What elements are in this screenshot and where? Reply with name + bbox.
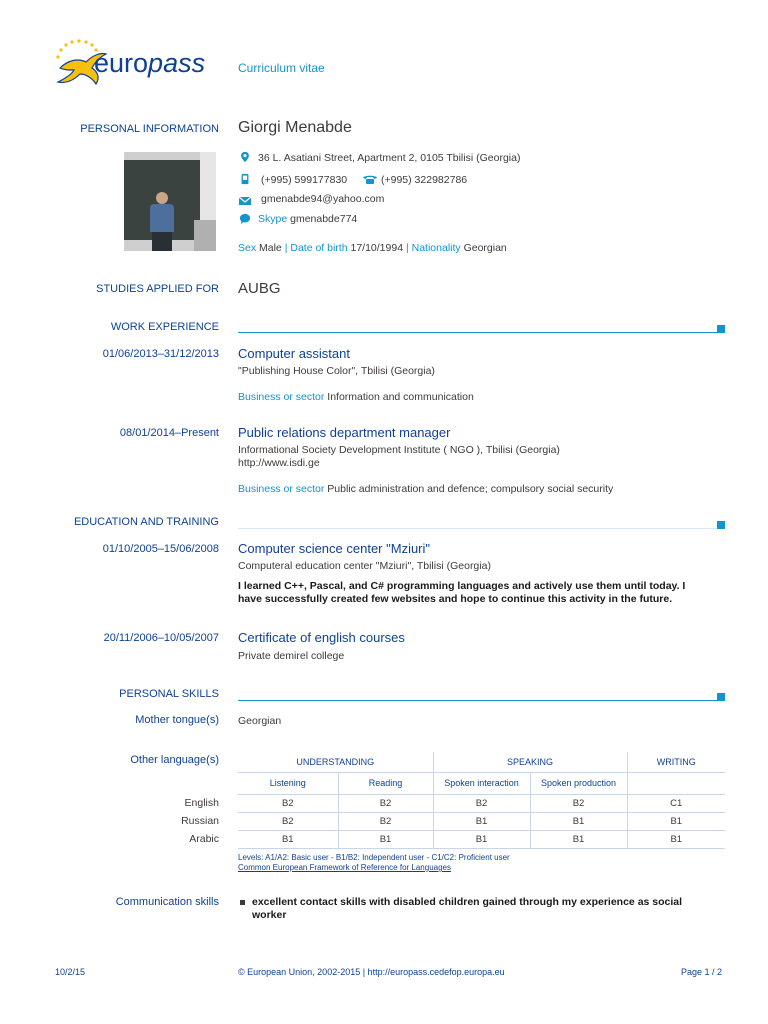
level-cell: B2 (338, 794, 433, 812)
footer-copyright: © European Union, 2002-2015 | http://europass.cedefop.europa.eu (238, 967, 505, 977)
communication-skills-line: worker (252, 909, 287, 921)
section-divider (238, 528, 718, 529)
sex-value: Male (259, 242, 282, 254)
work-employer: Informational Society Development Institute ( NGO ), Tbilisi (Georgia) (238, 444, 560, 456)
logo-euro: euro (94, 48, 149, 78)
education-org: Computeral education center "Mziuri", Tbilisi (Georgia) (238, 560, 491, 572)
levels-note: Levels: A1/A2: Basic user - B1/B2: Independent user - C1/C2: Proficient user (238, 853, 510, 862)
level-cell: B1 (530, 812, 627, 830)
mother-tongue-value: Georgian (238, 715, 282, 727)
subheader-writing (627, 772, 725, 794)
work-employer: "Publishing House Color", Tbilisi (Georgia) (238, 365, 435, 377)
education-description-line: have successfully created few websites and hope to continue this activity in the future. (238, 593, 673, 605)
sector-value: Information and communication (327, 391, 474, 403)
person-name: Giorgi Menabde (238, 119, 352, 136)
level-cell: B2 (338, 812, 433, 830)
footer-page: Page 1 / 2 (680, 967, 722, 977)
language-row (238, 812, 725, 830)
sector-value: Public administration and defence; compulsory social security (327, 483, 614, 495)
skype-row (258, 213, 357, 225)
skype-id: gmenabde774 (290, 213, 358, 225)
chat-bubble-icon (238, 213, 252, 225)
subheader-spoken-production: Spoken production (530, 772, 627, 794)
language-table (238, 752, 725, 849)
footer-date: 10/2/15 (55, 967, 86, 977)
subheader-spoken-interaction: Spoken interaction (433, 772, 530, 794)
location-pin-icon (238, 151, 252, 163)
other-languages-label: Other language(s) (130, 754, 219, 766)
header-understanding: UNDERSTANDING (238, 752, 433, 772)
phone-number: (+995) 322982786 (381, 174, 468, 186)
education-org: Private demirel college (238, 650, 345, 662)
personal-details-row (238, 242, 507, 254)
address: 36 L. Asatiani Street, Apartment 2, 0105 Tbilisi (Georgia) (258, 152, 521, 164)
studies-value: AUBG (238, 280, 281, 297)
dob-label: Date of birth (290, 242, 348, 254)
skype-label: Skype (258, 213, 288, 225)
level-cell: B1 (238, 830, 338, 848)
section-divider (238, 332, 718, 333)
doc-title: Curriculum vitae (238, 61, 325, 75)
work-dates: 08/01/2014–Present (119, 427, 219, 439)
sex-label: Sex (238, 242, 257, 254)
education-title: Certificate of english courses (238, 630, 405, 645)
europass-logo (52, 38, 222, 90)
level-cell: B1 (433, 830, 530, 848)
language-row (238, 830, 725, 848)
cefr-link[interactable]: Common European Framework of Reference for Languages (238, 863, 451, 872)
personal-skills-label: PERSONAL SKILLS (119, 688, 219, 700)
mobile-number: (+995) 599177830 (261, 174, 348, 186)
studies-label: STUDIES APPLIED FOR (96, 283, 219, 295)
language-row (238, 794, 725, 812)
level-cell: B1 (530, 830, 627, 848)
communication-skills-label: Communication skills (115, 896, 219, 908)
bullet-square (240, 900, 245, 905)
work-dates: 01/06/2013–31/12/2013 (102, 348, 219, 360)
subheader-reading: Reading (338, 772, 433, 794)
section-marker (717, 521, 725, 529)
logo-pass: pass (148, 48, 206, 78)
level-cell: B1 (627, 812, 725, 830)
work-experience-label: WORK EXPERIENCE (110, 321, 219, 333)
level-cell: B1 (338, 830, 433, 848)
level-cell: B1 (433, 812, 530, 830)
education-label: EDUCATION AND TRAINING (73, 516, 219, 528)
profile-photo (124, 152, 216, 251)
education-dates: 20/11/2006–10/05/2007 (103, 632, 219, 644)
work-sector-row (238, 391, 474, 403)
separator: | (405, 242, 409, 254)
level-cell: B2 (433, 794, 530, 812)
section-divider (238, 700, 718, 701)
sector-label: Business or sector (238, 483, 325, 495)
language-name: Arabic (189, 833, 219, 845)
level-cell: C1 (627, 794, 725, 812)
sector-label: Business or sector (238, 391, 325, 403)
subheader-listening: Listening (238, 772, 338, 794)
personal-info-label: PERSONAL INFORMATION (80, 123, 219, 135)
level-cell: B2 (530, 794, 627, 812)
work-website[interactable]: http://www.isdi.ge (238, 457, 320, 469)
header-writing: WRITING (627, 752, 725, 772)
mother-tongue-label: Mother tongue(s) (135, 714, 219, 726)
mobile-phone-icon (238, 173, 252, 185)
level-cell: B2 (238, 812, 338, 830)
email-address[interactable]: gmenabde94@yahoo.com (261, 193, 385, 205)
language-name: Russian (181, 815, 219, 827)
nationality-label: Nationality (411, 242, 461, 254)
language-table-subheader (238, 772, 725, 794)
education-description-line: I learned C++, Pascal, and C# programming languages and actively use them until today. I (238, 580, 686, 592)
education-title: Computer science center "Mziuri" (238, 541, 431, 556)
education-dates: 01/10/2005–15/06/2008 (102, 543, 219, 555)
work-title: Computer assistant (238, 346, 350, 361)
telephone-icon (362, 173, 378, 185)
section-marker (717, 693, 725, 701)
email-icon (238, 195, 252, 207)
nationality-value: Georgian (463, 242, 507, 254)
separator: | (284, 242, 288, 254)
work-title: Public relations department manager (238, 425, 451, 440)
section-marker (717, 325, 725, 333)
level-cell: B2 (238, 794, 338, 812)
language-table-header (238, 752, 725, 772)
communication-skills-line: excellent contact skills with disabled children gained through my experience as social (252, 896, 683, 908)
work-sector-row (238, 483, 613, 495)
dob-value: 17/10/1994 (350, 242, 404, 254)
header-speaking: SPEAKING (433, 752, 627, 772)
level-cell: B1 (627, 830, 725, 848)
language-name: English (184, 797, 219, 809)
